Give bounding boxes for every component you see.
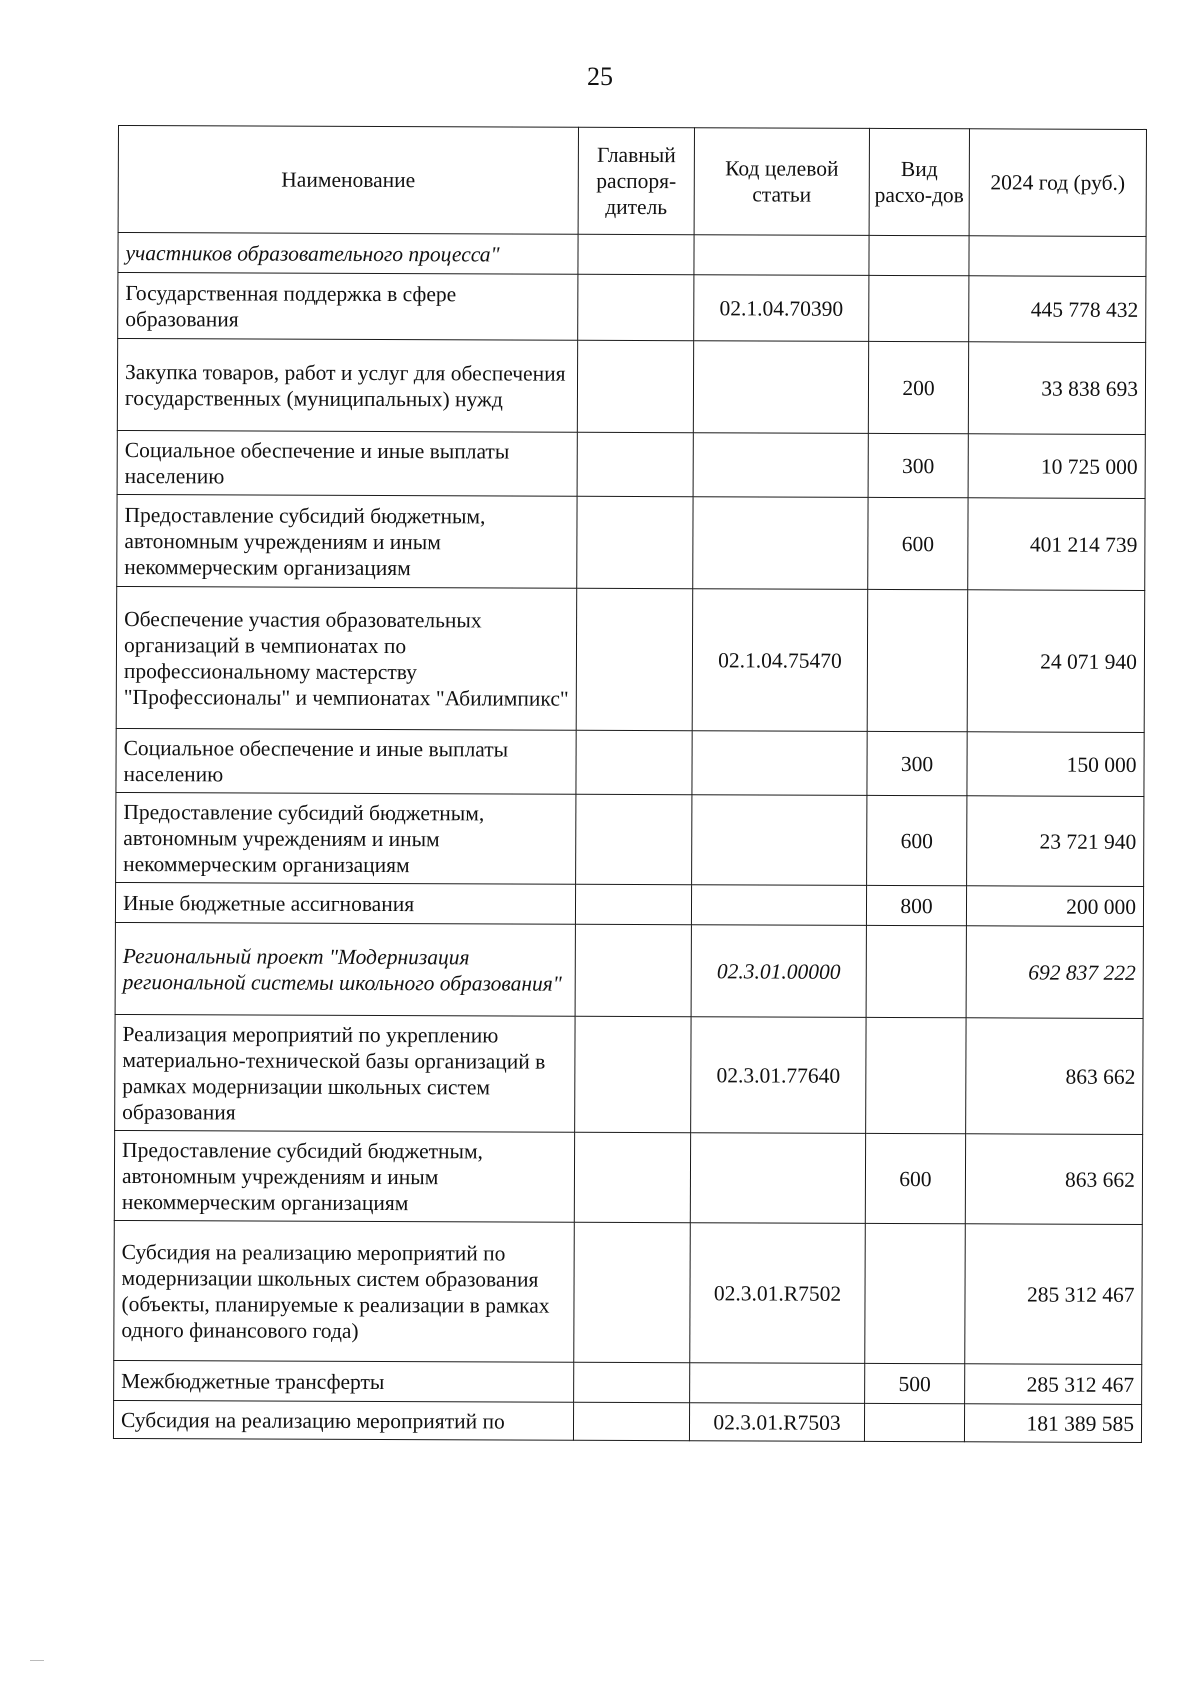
table-row [118,273,1146,343]
row-name-cell: Закупка товаров, работ и услуг для обеспечения государственных (муниципальных) нужд [117,339,577,433]
row-grbs-cell [578,274,694,340]
row-amount-cell: 200 000 [966,886,1143,927]
budget-table [113,125,1147,1443]
table-row [114,1360,1142,1404]
row-type-cell: 600 [868,497,968,589]
header-name: Наименование [118,126,578,235]
header-code: Код целевой статьи [694,128,869,236]
table-row [116,586,1145,732]
row-name-cell: Обеспечение участия образовательных организаций в чемпионатах по профессиональному мастерству "Профессионалы" и чемпионатах "Абилимпикс" [116,586,577,730]
row-amount-cell: 24 071 940 [967,590,1145,733]
row-code-cell [690,1363,865,1404]
row-type-cell [869,275,969,341]
table-row [115,922,1143,1018]
row-type-cell: 600 [865,1133,965,1223]
row-code-cell [693,497,868,590]
row-type-cell: 500 [865,1363,965,1403]
row-type-cell: 800 [866,885,966,925]
table-row [115,882,1143,926]
row-code-cell: 02.1.04.75470 [692,589,868,732]
row-grbs-cell [575,884,691,924]
table-row [117,494,1145,590]
table-row [118,233,1146,277]
row-code-cell [693,433,868,498]
row-name-cell: Предоставление субсидий бюджетным, автономным учреждениям и иным некоммерческим организациям [114,1130,574,1222]
row-grbs-cell [576,588,693,730]
row-amount-cell: 150 000 [967,732,1144,797]
row-name-cell: Межбюджетные трансферты [114,1360,574,1402]
table-row [114,1130,1142,1224]
row-name-cell: Предоставление субсидий бюджетным, автономным учреждениям и иным некоммерческим организациям [117,494,577,588]
scan-mark [30,1660,44,1661]
row-grbs-cell [577,340,693,432]
row-grbs-cell [578,234,694,274]
row-grbs-cell [577,432,693,496]
row-amount-cell: 23 721 940 [967,796,1144,887]
row-code-cell: 02.3.01.R7503 [689,1403,864,1442]
row-code-cell: 02.1.04.70390 [694,275,869,342]
row-type-cell: 600 [867,795,967,885]
row-name-cell: Социальное обеспечение и иные выплаты населению [117,430,577,496]
row-grbs-cell [574,1132,690,1222]
row-type-cell [867,589,968,731]
header-type: Вид расхо-дов [869,128,969,235]
table-row [117,430,1145,498]
row-amount-cell [969,236,1146,277]
row-type-cell [866,925,966,1017]
row-code-cell [690,1133,865,1224]
row-grbs-cell [575,924,691,1016]
table-row [113,1400,1141,1442]
row-amount-cell: 181 389 585 [964,1404,1141,1443]
row-type-cell [865,1223,966,1363]
row-grbs-cell [573,1402,689,1440]
row-name-cell: Реализация мероприятий по укреплению материально-технической базы организаций в рамках модернизации школьных систем образования [115,1014,575,1132]
page-number: 25 [587,62,613,91]
header-amount: 2024 год (руб.) [969,129,1146,237]
row-amount-cell: 10 725 000 [968,434,1145,499]
table-header-row [118,126,1146,237]
row-name-cell: Предоставление субсидий бюджетным, автономным учреждениям и иным некоммерческим организациям [116,792,576,884]
table-row [117,339,1145,435]
row-code-cell: 02.3.01.77640 [691,1017,866,1134]
row-type-cell [864,1403,964,1441]
row-amount-cell: 285 312 467 [965,1224,1143,1365]
row-code-cell: 02.3.01.R7502 [690,1223,866,1364]
row-grbs-cell [575,1016,691,1132]
header-grbs: Главный распоря-дитель [578,127,694,234]
row-amount-cell: 692 837 222 [966,926,1143,1019]
row-code-cell [691,885,866,926]
row-type-cell: 200 [868,341,968,433]
row-name-cell: Иные бюджетные ассигнования [115,882,575,924]
row-code-cell [693,341,868,434]
row-type-cell [869,235,969,275]
row-amount-cell: 863 662 [966,1018,1143,1135]
row-name-cell: Субсидия на реализацию мероприятий по [113,1400,573,1440]
table-body [113,233,1146,1443]
table-row [116,792,1144,886]
row-amount-cell: 863 662 [965,1134,1142,1225]
row-grbs-cell [576,794,692,884]
row-name-cell: Социальное обеспечение и иные выплаты населению [116,728,576,794]
row-type-cell: 300 [867,731,967,795]
row-code-cell [694,235,869,276]
row-type-cell: 300 [868,433,968,497]
table-row [116,728,1144,796]
row-grbs-cell [574,1222,691,1362]
table-row [114,1220,1143,1364]
table-row [115,1014,1143,1134]
row-amount-cell: 285 312 467 [965,1364,1142,1405]
row-name-cell: Региональный проект "Модернизация региональной системы школьного образования" [115,922,575,1016]
row-type-cell [866,1017,966,1133]
row-name-cell: участников образовательного процесса" [118,233,578,275]
row-name-cell: Государственная поддержка в сфере образования [118,273,578,341]
row-grbs-cell [576,730,692,794]
row-code-cell: 02.3.01.00000 [691,925,866,1018]
row-code-cell [692,795,867,886]
row-grbs-cell [577,496,693,588]
row-amount-cell: 401 214 739 [968,498,1145,591]
row-amount-cell: 445 778 432 [969,276,1146,343]
row-grbs-cell [574,1362,690,1402]
row-amount-cell: 33 838 693 [968,342,1145,435]
row-code-cell [692,731,867,796]
row-name-cell: Субсидия на реализацию мероприятий по модернизации школьных систем образования (объекты, планируемые к реализации в рамках одного финансового года) [114,1220,575,1362]
